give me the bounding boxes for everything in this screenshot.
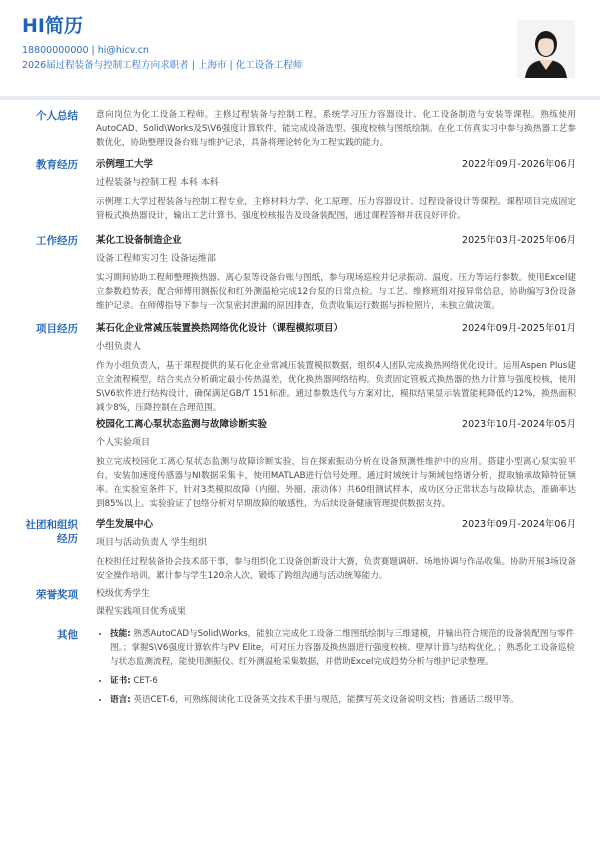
project-header: [96, 321, 576, 336]
section-projects: [0, 321, 600, 517]
section-title-education: 教育经历: [36, 159, 78, 171]
section-title-campus: [12, 518, 78, 546]
section-campus: [0, 517, 600, 587]
project-header: [96, 417, 576, 432]
job-intent-line: 2026届过程装备与控制工程方向求职者 | 上海市 | 化工设备工程师: [22, 60, 303, 71]
section-work: [0, 233, 600, 321]
project-desc: 独立完成校园化工离心泵状态监测与故障诊断实验，旨在探索振动分析在设备预测性维护中的应用。搭建小型离心泵实验平台，安装加速度传感器与NI数据采集卡，使用MATLAB进行信号处理。通过时域统计与频域包络谱分析，提取轴承故障特征频率。在实验室条件下，针对3类模拟故障（内圈、外圈、滚动体）共60组测试样本，成功区分正常状态与故障状态，准确率达到85%以上。实验验证了包络分析对早期故障的敏感性，为后续设备健康管理提供数据支持。: [96, 457, 576, 509]
project-date: 2023年10月-2024年05月: [462, 419, 576, 430]
section-title-awards: 荣誉奖项: [36, 589, 78, 601]
resume-body: [0, 106, 600, 712]
avatar: [517, 20, 575, 78]
other-label: 证书:: [110, 676, 131, 686]
education-desc: 示例理工大学过程装备与控制工程专业，主修材料力学、化工原理、压力容器设计、过程设备设计等课程。课程项目完成固定管板式换热器设计，输出工艺计算书、强度校核报告及设备装配图，通过课程答辩并获良好评价。: [96, 197, 576, 221]
section-other: [0, 627, 600, 707]
section-education: [0, 157, 600, 233]
list-item: [110, 627, 576, 669]
campus-date: 2023年09月-2024年06月: [462, 519, 576, 530]
other-label: 技能:: [110, 629, 131, 639]
project-date: 2024年09月-2025年01月: [462, 323, 576, 334]
resume-title: HI简历: [22, 15, 83, 37]
award-item: 校级优秀学生: [96, 589, 151, 599]
project-role: 个人实验项目: [96, 438, 151, 448]
work-role: 设备工程师实习生 设备运维部: [96, 254, 216, 264]
section-title-campus-line1: 社团和组织: [25, 519, 78, 531]
email-address: hi@hicv.cn: [97, 45, 149, 56]
org-name: 学生发展中心: [96, 519, 154, 530]
campus-role: 项目与活动负责人 学生组织: [96, 538, 207, 548]
other-list: [96, 627, 576, 707]
school-name: 示例理工大学: [96, 159, 154, 170]
avatar-photo-icon: [517, 20, 575, 78]
header-divider: [0, 96, 600, 100]
section-title-work: 工作经历: [36, 235, 78, 247]
other-text: 熟悉AutoCAD与Solid\Works，能独立完成化工设备二维图纸绘制与三维建模，并输出符合规范的设备装配图与零件图。；掌握S\V6强度计算软件与PV Elite，可对压力容器及换热器进行强度校核、壁厚计算与结构优化。；熟悉化工设备巡检与状态监测流程，能使用测振仪、红外测温枪采集数据，并借助Excel完成趋势分析与维护记录整理。: [110, 629, 575, 667]
company-name: 某化工设备制造企业: [96, 235, 182, 246]
project-name: 某石化企业常减压装置换热网络优化设计（课程模拟项目）: [96, 323, 344, 334]
phone-number: 18800000000: [22, 45, 89, 56]
job-intent: 2026届过程装备与控制工程方向求职者: [22, 60, 189, 71]
list-item: [110, 693, 576, 707]
project-name: 校园化工离心泵状态监测与故障诊断实验: [96, 419, 268, 430]
summary-text: 意向岗位为化工设备工程师。主修过程装备与控制工程，系统学习压力容器设计、化工设备制造与安装等课程。熟练使用AutoCAD、Solid\Works及S\V6强度计算软件，能完成设备选型、强度校核与图纸绘制。在化工仿真实习中参与换热器工艺参数优化，协助整理设备台账与维护记录，具备将理论转化为工程实践的能力。: [96, 110, 576, 148]
section-awards: [0, 587, 600, 627]
education-date: 2022年09月-2026年06月: [462, 159, 576, 170]
other-label: 语言:: [110, 695, 131, 705]
section-title-campus-line2: 经历: [57, 533, 78, 545]
project-role: 小组负责人: [96, 342, 142, 352]
target-position: 化工设备工程师: [235, 60, 303, 71]
education-major: 过程装备与控制工程 本科 本科: [96, 178, 219, 188]
list-item: [110, 674, 576, 688]
other-text: CET-6: [133, 676, 158, 686]
campus-header: [96, 517, 576, 532]
work-desc: 实习期间协助工程师整理换热器、离心泵等设备台账与图纸，参与现场巡检并记录振动、温度、压力等运行参数。使用Excel建立参数趋势表，配合师傅用测振仪和红外测温枪完成12台泵的日常点检。与工艺、维修班组对接异常信息，协助编写3份设备维护记录。在师傅指导下参与一次泵密封泄漏的原因排查，负责收集运行数据与拆检照片，未独立做决策。: [96, 273, 576, 311]
section-summary: [0, 108, 600, 157]
campus-desc: 在校担任过程装备协会技术部干事，参与组织化工设备创新设计大赛，负责赛题调研、场地协调与作品收集。协助开展3场设备安全操作培训，累计参与学生120余人次，锻炼了跨组沟通与活动统筹能力。: [96, 557, 576, 581]
education-header: [96, 157, 576, 172]
resume-header: [22, 14, 492, 72]
award-item: 课程实践项目优秀成果: [96, 607, 187, 617]
section-title-other: 其他: [57, 629, 78, 641]
other-text: 英语CET-6，可熟练阅读化工设备英文技术手册与规范，能撰写英文设备说明文档；普通话二级甲等。: [133, 695, 519, 705]
section-title-projects: 项目经历: [36, 323, 78, 335]
work-date: 2025年03月-2025年06月: [462, 235, 576, 246]
section-title-summary: 个人总结: [36, 110, 78, 122]
contact-line: 18800000000 | hi@hicv.cn: [22, 45, 149, 56]
city: 上海市: [197, 60, 227, 71]
project-desc: 作为小组负责人，基于课程提供的某石化企业常减压装置模拟数据，组织4人团队完成换热网络优化设计。运用Aspen Plus建立全流程模型，结合夹点分析确定最小传热温差，优化换热器网络结构。负责固定管板式换热器的热力计算与强度校核，使用S\V6软件进行结构设计，确保满足GB/T 151标准。通过参数迭代与方案对比，模拟结果显示装置能耗降低约12%，换热面积减少8%，压降控制在合理范围。: [96, 361, 576, 413]
work-header: [96, 233, 576, 248]
